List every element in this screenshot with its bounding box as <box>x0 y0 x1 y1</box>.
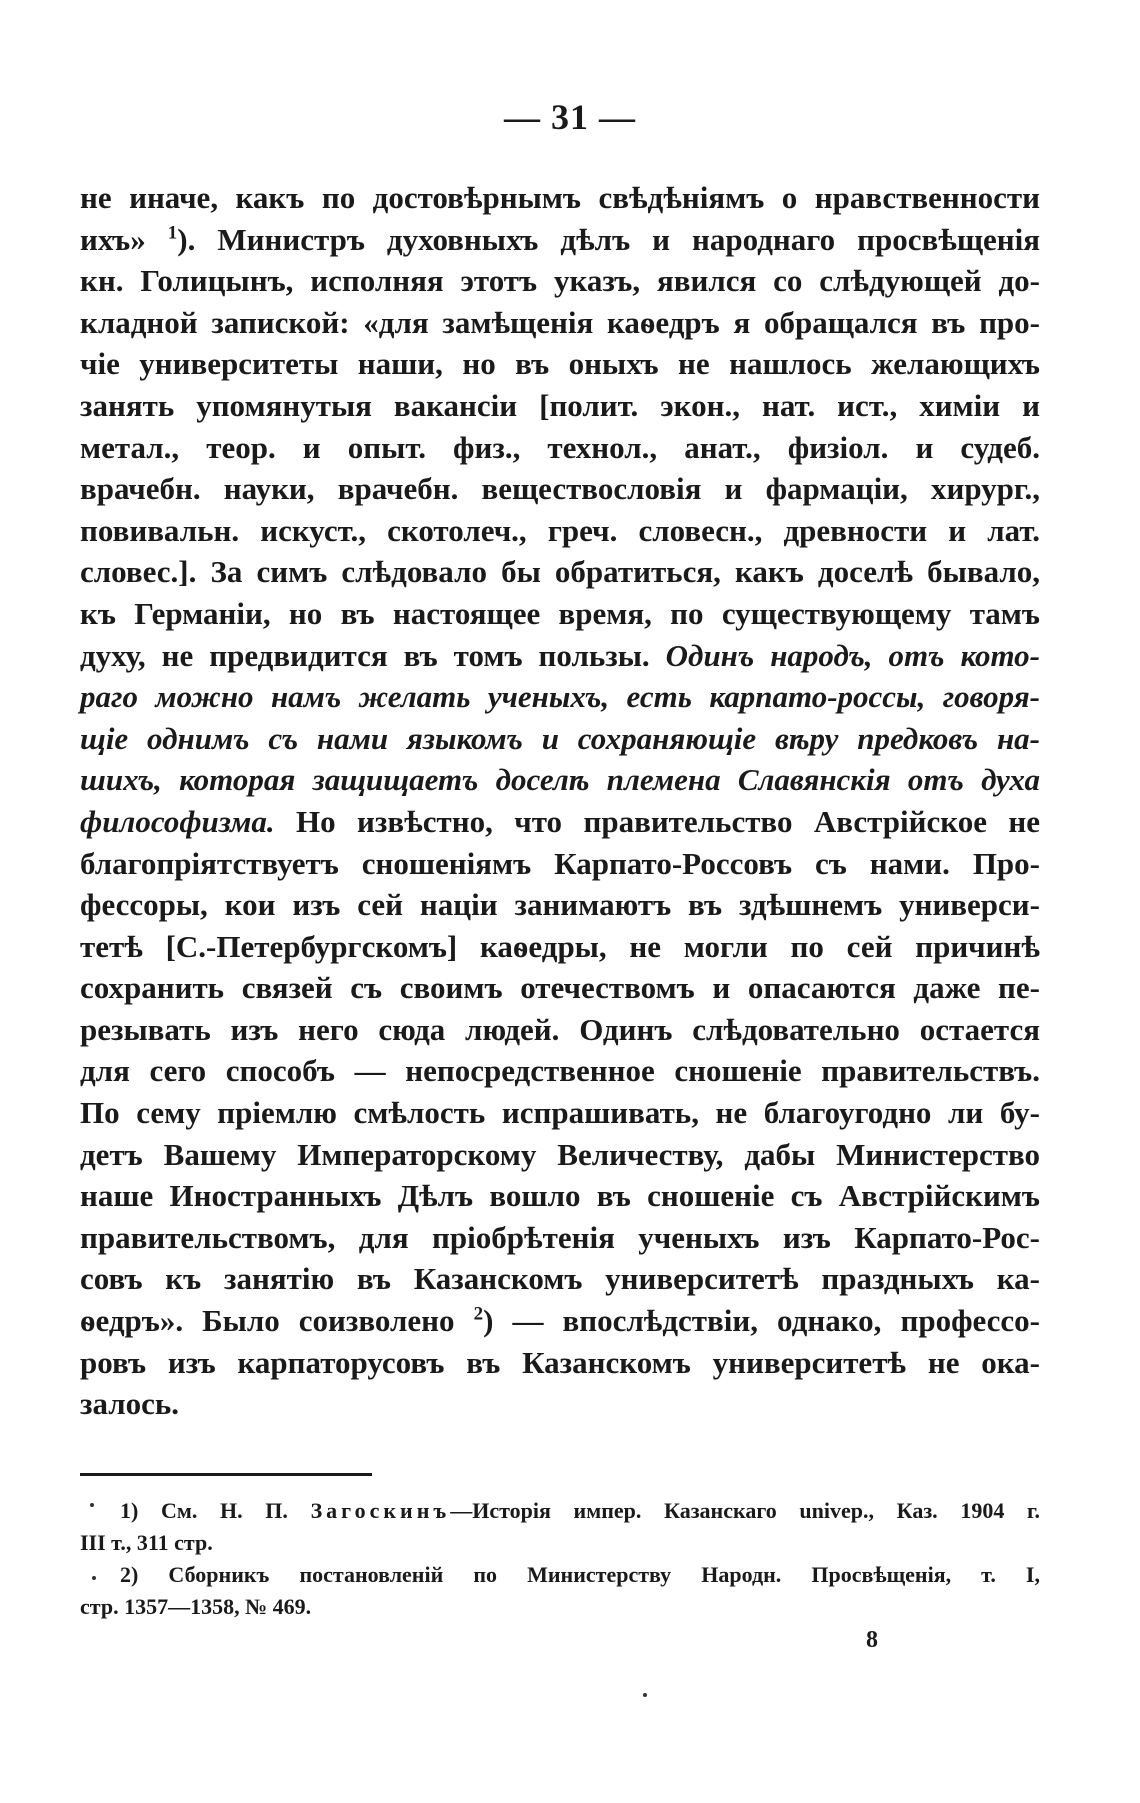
text-line: для сего способъ — непосредственное сношеніе правительствъ. <box>80 1053 1040 1089</box>
text-line: ровъ изъ карпаторусовъ въ Казанскомъ университетѣ не ока- <box>80 1344 1040 1380</box>
text-line: тетѣ [С.-Петербургскомъ] каѳедры, не могли по сей причинѣ <box>80 928 1040 964</box>
footnote-divider <box>80 1473 372 1476</box>
text-line: фессоры, кои изъ сей націи занимаютъ въ здѣшнемъ универси- <box>80 887 1040 923</box>
main-text <box>80 177 1040 1425</box>
text-line: философизма. Но извѣстно, что правительство Австрійское не <box>80 803 1040 839</box>
text-line: залось. <box>80 1386 180 1422</box>
text-line: благопріятствуетъ сношеніямъ Карпато-Россовъ съ нами. Про- <box>80 845 1040 881</box>
footnote-ref-2: 2 <box>473 1303 484 1325</box>
text-line: словес.]. За симъ слѣдовало бы обратиться, какъ доселѣ бывало, <box>80 554 1040 590</box>
footnote-1-cont: III т., 311 стр. <box>80 1530 213 1555</box>
footnote-ref-1: 1 <box>167 222 178 244</box>
text-line-italic: раго можно намъ желать ученыхъ, есть карпато-россы, говоря- <box>80 679 1040 715</box>
text-line: метал., теор. и опыт. физ., технол., анат., физіол. и судеб. <box>80 429 1040 465</box>
italic-text: философизма. <box>80 803 275 839</box>
text-line: врачебн. науки, врачебн. веществословія и фармаціи, хирург., <box>80 471 1040 507</box>
text-line: ихъ» $^1$). Министръ духовныхъ дѣлъ и народнаго просвѣщенія <box>80 221 1041 257</box>
print-speck <box>92 1576 96 1580</box>
print-speck <box>643 1693 647 1697</box>
footnote-1: 1) См. Н. П. Загоскинъ—Исторія импер. Казанскаго univер., Каз. 1904 г. <box>120 1498 1040 1523</box>
signature-mark: 8 <box>866 1627 878 1653</box>
text-line: совъ къ занятію въ Казанскомъ университетѣ праздныхъ ка- <box>80 1261 1040 1297</box>
text-line: детъ Вашему Императорскому Величеству, дабы Министерство <box>80 1136 1040 1172</box>
page-number: — 31 — <box>504 97 636 137</box>
text-line-italic: шихъ, которая защищаетъ доселѣ племена Славянскія отъ духа <box>80 762 1040 798</box>
text-line: наше Иностранныхъ Дѣлъ вошло въ сношеніе съ Австрійскимъ <box>80 1178 1040 1214</box>
footnote-2-cont: стр. 1357—1358, № 469. <box>80 1594 312 1619</box>
text-line: духу, не предвидится въ томъ пользы. Одинъ народъ, отъ кото- <box>80 637 1041 673</box>
text-line: ѳедръ». Было соизволено $^2$) — впослѣдствіи, однако, профессо- <box>80 1303 1040 1339</box>
print-speck <box>90 1503 94 1507</box>
author-name: Загоскинъ <box>310 1498 451 1523</box>
text-line: занять упомянутыя вакансіи [полит. экон., нат. ист., химіи и <box>80 387 1040 423</box>
text-line: не иначе, какъ по достовѣрнымъ свѣдѣніямъ о нравственности <box>80 180 1040 215</box>
text-line: кн. Голицынъ, исполняя этотъ указъ, явился со слѣдующей до- <box>80 263 1040 299</box>
text-line: правительствомъ, для пріобрѣтенія ученыхъ изъ Карпато-Рос- <box>80 1219 1040 1255</box>
text-line: къ Германіи, но въ настоящее время, по существующему тамъ <box>80 595 1040 631</box>
italic-text: Одинъ народъ, отъ кото- <box>665 637 1041 673</box>
text-line: резывать изъ него сюда людей. Одинъ слѣдовательно остается <box>80 1011 1040 1047</box>
footnote-2: 2) Сборникъ постановленій по Министерству Народн. Просвѣщенія, т. I, <box>120 1562 1040 1587</box>
text-line: повивальн. искуст., скотолеч., греч. словесн., древности и лат. <box>80 512 1040 548</box>
text-line: кладной запиской: «для замѣщенія каѳедръ я обращался въ про- <box>80 304 1040 340</box>
text-line-italic: щіе однимъ съ нами языкомъ и сохраняющіе вѣру предковъ на- <box>80 720 1040 756</box>
footnotes <box>80 1495 1040 1623</box>
text-line: чіе университеты наши, но въ оныхъ не нашлось желающихъ <box>80 346 1040 382</box>
text-line: сохранить связей съ своимъ отечествомъ и опасаются даже пе- <box>80 970 1040 1006</box>
text-line: По сему пріемлю смѣлость испрашивать, не благоугодно ли бу- <box>80 1095 1040 1131</box>
